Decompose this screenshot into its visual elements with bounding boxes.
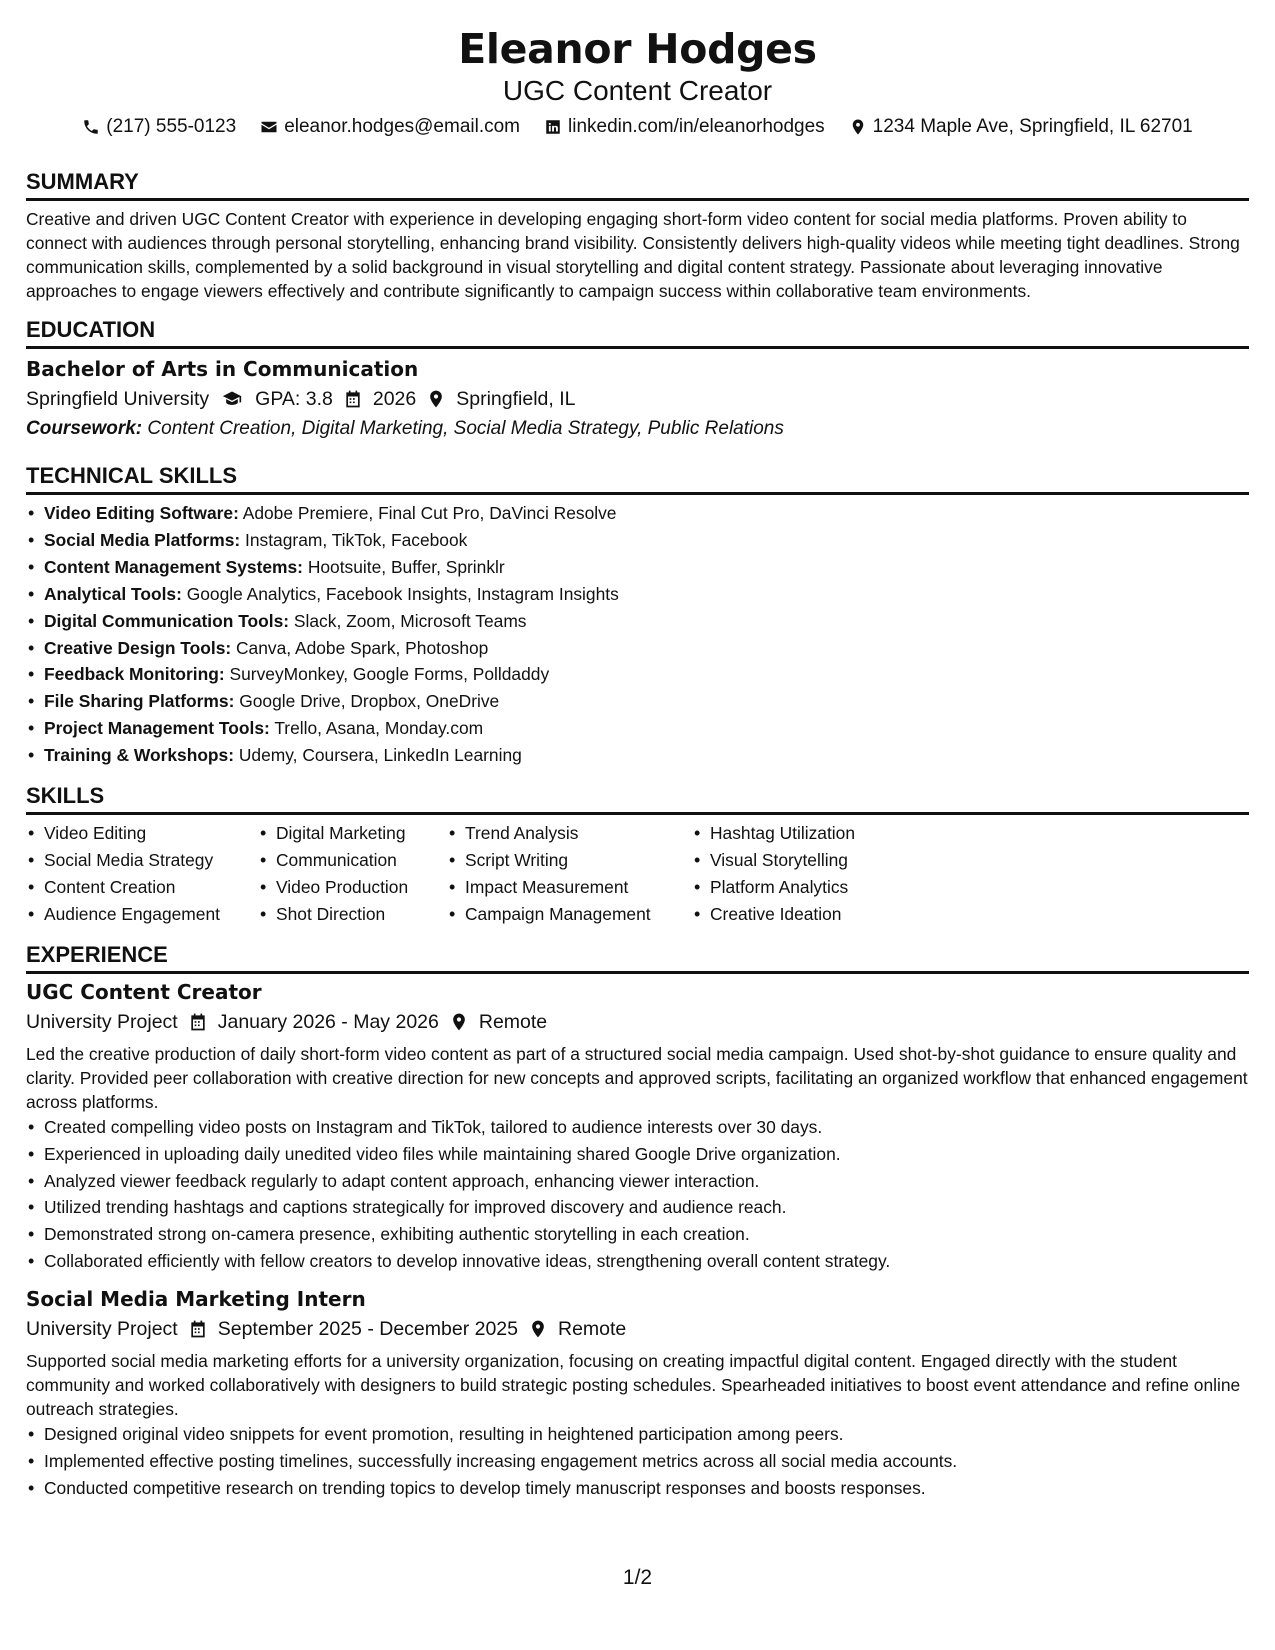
candidate-name: Eleanor Hodges	[458, 25, 817, 73]
coursework-label: Coursework:	[26, 418, 143, 439]
skills-section	[26, 781, 1249, 928]
job-location: Remote	[478, 1010, 548, 1033]
education-meta	[26, 383, 1249, 415]
education-heading: EDUCATION	[26, 315, 1249, 349]
list-item: • Script Writing	[465, 847, 710, 874]
school-name: Springfield University	[26, 388, 210, 410]
job-bullets	[26, 1421, 1249, 1502]
list-item	[44, 554, 1249, 581]
list-item: • Analyzed viewer feedback regularly to adapt content approach, enhancing viewer interaction.	[44, 1168, 1249, 1195]
contact-row	[26, 111, 1249, 143]
list-item: • Digital Marketing	[276, 820, 465, 847]
calendar-icon	[188, 1012, 208, 1032]
phone-icon	[82, 118, 100, 136]
list-item	[44, 715, 1249, 742]
list-item: • Implemented effective posting timelines, successfully increasing engagement metrics across all social media accounts.	[44, 1448, 1249, 1475]
location-pin-icon	[528, 1319, 548, 1339]
list-item	[44, 635, 1249, 662]
summary-heading: SUMMARY	[26, 167, 1249, 201]
address-text: 1234 Maple Ave, Springfield, IL 62701	[872, 116, 1193, 137]
list-item: • Trend Analysis	[465, 820, 710, 847]
skill-category: Creative Design Tools:	[44, 637, 232, 658]
page-number: 1/2	[622, 1566, 653, 1589]
coursework-line	[26, 415, 1249, 443]
skills-column	[44, 820, 276, 928]
skill-values: Trello, Asana, Monday.com	[274, 718, 484, 739]
skill-category: Training & Workshops:	[44, 745, 235, 766]
technical-skills-section	[26, 461, 1249, 769]
list-item: • Social Media Strategy	[44, 847, 276, 874]
list-item: • Hashtag Utilization	[710, 820, 970, 847]
list-item: • Video Production	[276, 874, 465, 901]
list-item	[44, 742, 1249, 769]
job-org: University Project	[26, 1318, 178, 1341]
education-section	[26, 315, 1249, 443]
skill-values: Google Analytics, Facebook Insights, Instagram Insights	[186, 583, 619, 604]
skill-category: Video Editing Software:	[44, 503, 239, 523]
job-dates: September 2025 - December 2025	[217, 1318, 518, 1341]
list-item: • Campaign Management	[465, 901, 710, 928]
list-item: • Shot Direction	[276, 901, 465, 928]
job-dates-item	[188, 1006, 439, 1038]
job-org: University Project	[26, 1010, 178, 1033]
summary-section	[26, 167, 1249, 303]
skill-category: Analytical Tools:	[44, 583, 182, 604]
list-item: • Audience Engagement	[44, 901, 276, 928]
list-item: • Visual Storytelling	[710, 847, 970, 874]
summary-text: Creative and driven UGC Content Creator with experience in developing engaging short-form video content for social media platforms. Proven ability to connect with audiences through personal storytelling, enhancing brand visibility. Consistently delivers high-quality videos while meeting tight deadlines. Strong communication skills, complemented by a solid background in visual storytelling and digital content strategy. Passionate about leveraging innovative approaches to engage viewers effectively and contribute significantly to campaign success within collaborative team environments.	[26, 209, 1240, 301]
contact-phone	[82, 111, 236, 143]
contact-email[interactable]	[260, 111, 520, 143]
skill-values: Google Drive, Dropbox, OneDrive	[239, 691, 500, 712]
education-location-text: Springfield, IL	[456, 388, 576, 410]
list-item	[44, 661, 1249, 688]
calendar-icon	[188, 1319, 208, 1339]
location-pin-icon	[426, 389, 446, 409]
list-item: • Conducted competitive research on trending topics to develop timely manuscript responses and boosts responses.	[44, 1475, 1249, 1502]
list-item: • Creative Ideation	[710, 901, 970, 928]
experience-entry	[26, 1285, 1249, 1502]
list-item	[44, 581, 1249, 608]
job-location-item	[449, 1006, 547, 1038]
calendar-icon	[343, 389, 363, 409]
education-location-item	[426, 383, 575, 415]
job-title: UGC Content Creator	[26, 979, 262, 1004]
skills-grid	[26, 820, 1249, 928]
skill-values: Udemy, Coursera, LinkedIn Learning	[238, 745, 522, 766]
list-item: • Video Editing	[44, 820, 276, 847]
resume-header	[26, 23, 1249, 143]
list-item	[44, 527, 1249, 554]
list-item	[44, 608, 1249, 635]
skill-values: Canva, Adobe Spark, Photoshop	[236, 637, 489, 658]
degree-title: Bachelor of Arts in Communication	[26, 357, 419, 381]
location-pin-icon	[449, 1012, 469, 1032]
skill-values: SurveyMonkey, Google Forms, Polldaddy	[229, 664, 550, 685]
experience-entry	[26, 978, 1249, 1275]
skill-category: Digital Communication Tools:	[44, 610, 290, 631]
job-title: Social Media Marketing Intern	[26, 1287, 366, 1312]
linkedin-icon	[544, 118, 562, 136]
location-pin-icon	[849, 118, 867, 136]
skill-category: Feedback Monitoring:	[44, 664, 225, 685]
skill-values: Adobe Premiere, Final Cut Pro, DaVinci Resolve	[242, 503, 617, 523]
list-item: • Impact Measurement	[465, 874, 710, 901]
job-dates: January 2026 - May 2026	[217, 1010, 439, 1033]
candidate-headline: UGC Content Creator	[502, 75, 773, 106]
skill-values: Instagram, TikTok, Facebook	[245, 529, 468, 550]
technical-skills-list	[26, 500, 1249, 769]
skill-values: Hootsuite, Buffer, Sprinklr	[307, 556, 505, 577]
list-item: • Utilized trending hashtags and captions strategically for improved discovery and audience reach.	[44, 1194, 1249, 1221]
list-item: • Communication	[276, 847, 465, 874]
list-item	[44, 500, 1249, 527]
list-item: • Designed original video snippets for event promotion, resulting in heightened participation among peers.	[44, 1421, 1249, 1448]
experience-heading: EXPERIENCE	[26, 940, 1249, 974]
list-item: • Collaborated efficiently with fellow creators to develop innovative ideas, strengthening overall content strategy.	[44, 1248, 1249, 1275]
experience-section	[26, 940, 1249, 1502]
skill-category: Content Management Systems:	[44, 556, 303, 577]
email-text[interactable]: eleanor.hodges@email.com	[284, 116, 520, 137]
skill-category: Social Media Platforms:	[44, 529, 241, 550]
phone-text: (217) 555-0123	[106, 116, 237, 137]
gpa-item	[219, 383, 333, 415]
coursework-list: Content Creation, Digital Marketing, Social Media Strategy, Public Relations	[147, 418, 784, 439]
skills-column	[276, 820, 465, 928]
list-item: • Experienced in uploading daily unedited video files while maintaining shared Google Drive organization.	[44, 1141, 1249, 1168]
list-item: • Created compelling video posts on Instagram and TikTok, tailored to audience interests over 30 days.	[44, 1114, 1249, 1141]
list-item: • Platform Analytics	[710, 874, 970, 901]
job-meta	[26, 1313, 1249, 1345]
skills-column	[710, 820, 970, 928]
skill-category: File Sharing Platforms:	[44, 691, 235, 712]
job-location: Remote	[557, 1318, 627, 1341]
graduation-cap-icon	[219, 389, 245, 409]
contact-linkedin[interactable]	[544, 111, 825, 143]
list-item: • Content Creation	[44, 874, 276, 901]
skill-category: Project Management Tools:	[44, 718, 270, 739]
linkedin-text[interactable]: linkedin.com/in/eleanorhodges	[568, 116, 825, 137]
job-description: Supported social media marketing efforts for a university organization, focusing on creating impactful digital content. Engaged directly with the student community and worked collaboratively with designers to build strategic posting schedules. Spearheaded initiatives to boost event attendance and refine online outreach strategies.	[26, 1351, 1241, 1420]
skills-column	[465, 820, 710, 928]
job-meta	[26, 1006, 1249, 1038]
gpa-text: GPA: 3.8	[255, 388, 333, 410]
job-description: Led the creative production of daily short-form video content as part of a structured social media campaign. Used shot-by-shot guidance to ensure quality and clarity. Provided peer collaboration with creative direction for new concepts and approved scripts, facilitating an organized workflow that enhanced engagement across platforms.	[26, 1043, 1248, 1112]
grad-year-item	[343, 383, 416, 415]
list-item	[44, 688, 1249, 715]
skill-values: Slack, Zoom, Microsoft Teams	[293, 610, 527, 631]
job-dates-item	[188, 1313, 518, 1345]
contact-address	[849, 111, 1193, 143]
skills-heading: SKILLS	[26, 781, 1249, 815]
job-location-item	[528, 1313, 626, 1345]
list-item: • Demonstrated strong on-camera presence, exhibiting authentic storytelling in each creation.	[44, 1221, 1249, 1248]
job-bullets	[26, 1114, 1249, 1275]
envelope-icon	[260, 118, 278, 136]
technical-skills-heading: TECHNICAL SKILLS	[26, 461, 1249, 495]
grad-year-text: 2026	[372, 388, 417, 410]
